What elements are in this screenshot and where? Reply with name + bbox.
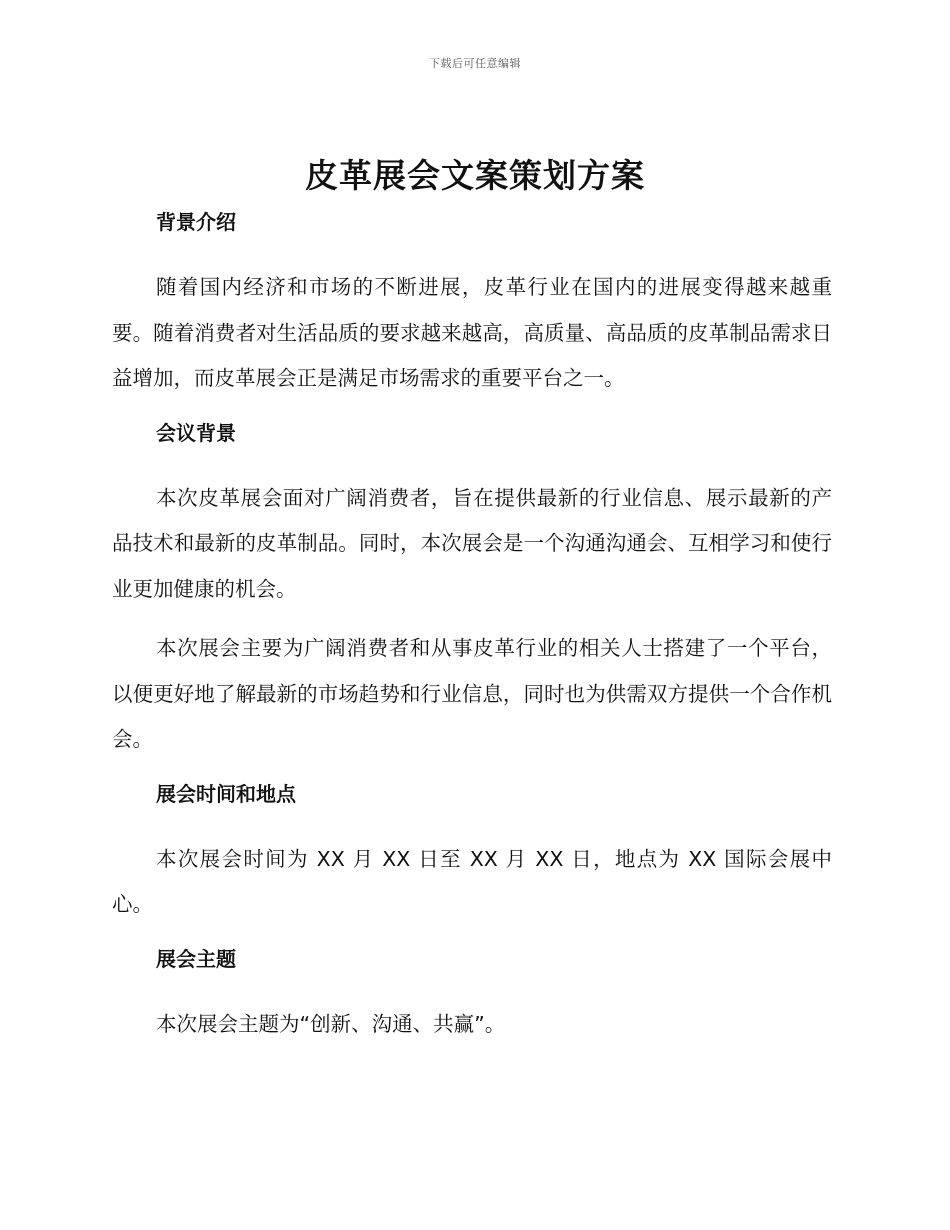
section-heading: 展会主题 bbox=[156, 946, 236, 971]
paragraph: 本次展会主要为广阔消费者和从事皮革行业的相关人士搭建了一个平台，以便更好地了解最新的市场趋势和行业信息，同时也为供需双方提供一个合作机会。 bbox=[112, 636, 832, 751]
section-heading: 展会时间和地点 bbox=[156, 781, 296, 806]
paragraph: 本次皮革展会面对广阔消费者，旨在提供最新的行业信息、展示最新的产品技术和最新的皮革制品。同时，本次展会是一个沟通沟通会、互相学习和使行业更加健康的机会。 bbox=[112, 485, 832, 601]
section-time-location bbox=[112, 777, 832, 942]
section-theme bbox=[112, 942, 832, 1048]
header-note: 下载后可任意编辑 bbox=[429, 57, 521, 70]
document-body bbox=[112, 205, 832, 1047]
document-title: 皮革展会文案策划方案 bbox=[305, 156, 645, 195]
section-background bbox=[112, 205, 832, 416]
section-meeting-background bbox=[112, 416, 832, 777]
paragraph: 本次展会时间为 XX 月 XX 日至 XX 月 XX 日，地点为 XX 国际会展中心。 bbox=[112, 846, 832, 916]
section-heading: 背景介绍 bbox=[156, 210, 236, 234]
paragraph: 本次展会主题为“创新、沟通、共赢”。 bbox=[156, 1011, 506, 1036]
paragraph: 随着国内经济和市场的不断进展，皮革行业在国内的进展变得越来越重要。随着消费者对生活品质的要求越来越高，高质量、高品质的皮革制品需求日益增加，而皮革展会正是满足市场需求的重要平台之一。 bbox=[112, 275, 832, 390]
section-heading: 会议背景 bbox=[156, 420, 236, 445]
